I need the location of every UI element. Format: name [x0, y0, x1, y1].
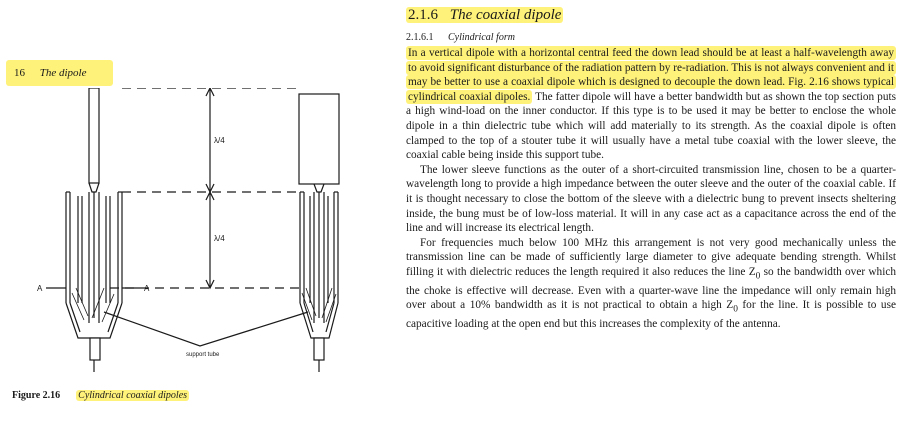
page-header: [6, 60, 113, 86]
paragraph-1-highlight: In a vertical dipole with a horizontal central feed the down lead should be at least a half-wavelength away to avoid significant disturbance of the radiation pattern by re-radiation. This is not always convenient and it may be better to use a coaxial dipole which is designed to decouple the down lead. Fig. 2.16 shows typical cylindrical coaxial dipoles.: [408, 47, 894, 103]
quarter-wave-label-top: λ/4: [214, 136, 225, 145]
coaxial-dipole-figure: [0, 88, 400, 383]
subsection-number: 2.1.6.1: [406, 32, 434, 43]
section-mark-left: A: [37, 284, 43, 293]
thin-dipole-drawing: [66, 88, 122, 372]
text-column: [406, 4, 896, 332]
z0-subscript-1: 0: [755, 271, 761, 282]
paragraph-3-part-c: for the line. It is possible to use capacitive loading at the open end but this increases the complexity of the antenna.: [406, 299, 896, 331]
support-tube-callout-line: [104, 312, 308, 346]
page-number: 16: [14, 67, 25, 79]
figure-caption-label: Figure 2.16: [12, 390, 61, 401]
paragraph-2: The lower sleeve functions as the outer of a short-circuited transmission line, chosen to be a quarter-wavelength long to provide a high impedance between the outer sleeve and the outer of the coaxial cable. If it is thought necessary to close the bottom of the sleeve with a dielectric bung to prevent insects sheltering inside, the bung must be of low-loss material. It will in any case act as a capacitance across the end of the line and will increase its electrical length.: [406, 163, 896, 235]
quarter-wave-label-bottom: λ/4: [214, 234, 225, 243]
fat-dipole-drawing: [299, 94, 339, 372]
figure-caption-text: Cylindrical coaxial dipoles: [78, 390, 188, 401]
figure-caption: [12, 383, 189, 409]
paragraph-1-rest: The fatter dipole will have a better bandwidth but as shown the top section puts a high wind-load on the inner conductor. If this type is to be used it may be better to enclose the whole dipole in a thin dielectric tube which will add materially to its strength. As the coaxial dipole is often clamped to the top of a stouter tube it will usually have a metal tube coaxial with the lower sleeve, the coaxial cable being inside this support tube.: [406, 90, 897, 162]
section-mark-right: A: [144, 284, 150, 293]
section-title: The coaxial dipole: [449, 7, 562, 23]
z0-subscript-2: 0: [733, 304, 738, 315]
running-title: The dipole: [39, 67, 87, 79]
section-number: 2.1.6: [408, 7, 438, 23]
paragraph-3-part-a: For frequencies much below 100 MHz this arrangement is not very good mechanically unless the transmission line can be made of sufficiently large diameter to give adequate bending strength. Whilst filling it with dielectric reduces the length required it also reduces the line Z: [406, 236, 896, 278]
section-heading: [406, 4, 896, 26]
paragraph-3: [406, 236, 896, 332]
paragraph-1: [406, 46, 896, 163]
subsection-title: Cylindrical form: [448, 32, 515, 43]
subsection-heading: [406, 32, 896, 44]
paragraph-3-part-b: so the bandwidth over which the choke is effective will decrease. Even with a quarter-wave line the impedance will only remain high over about a 10% bandwidth as it is not practical to obtain a high Z: [406, 265, 897, 312]
support-tube-label: support tube: [186, 352, 220, 358]
